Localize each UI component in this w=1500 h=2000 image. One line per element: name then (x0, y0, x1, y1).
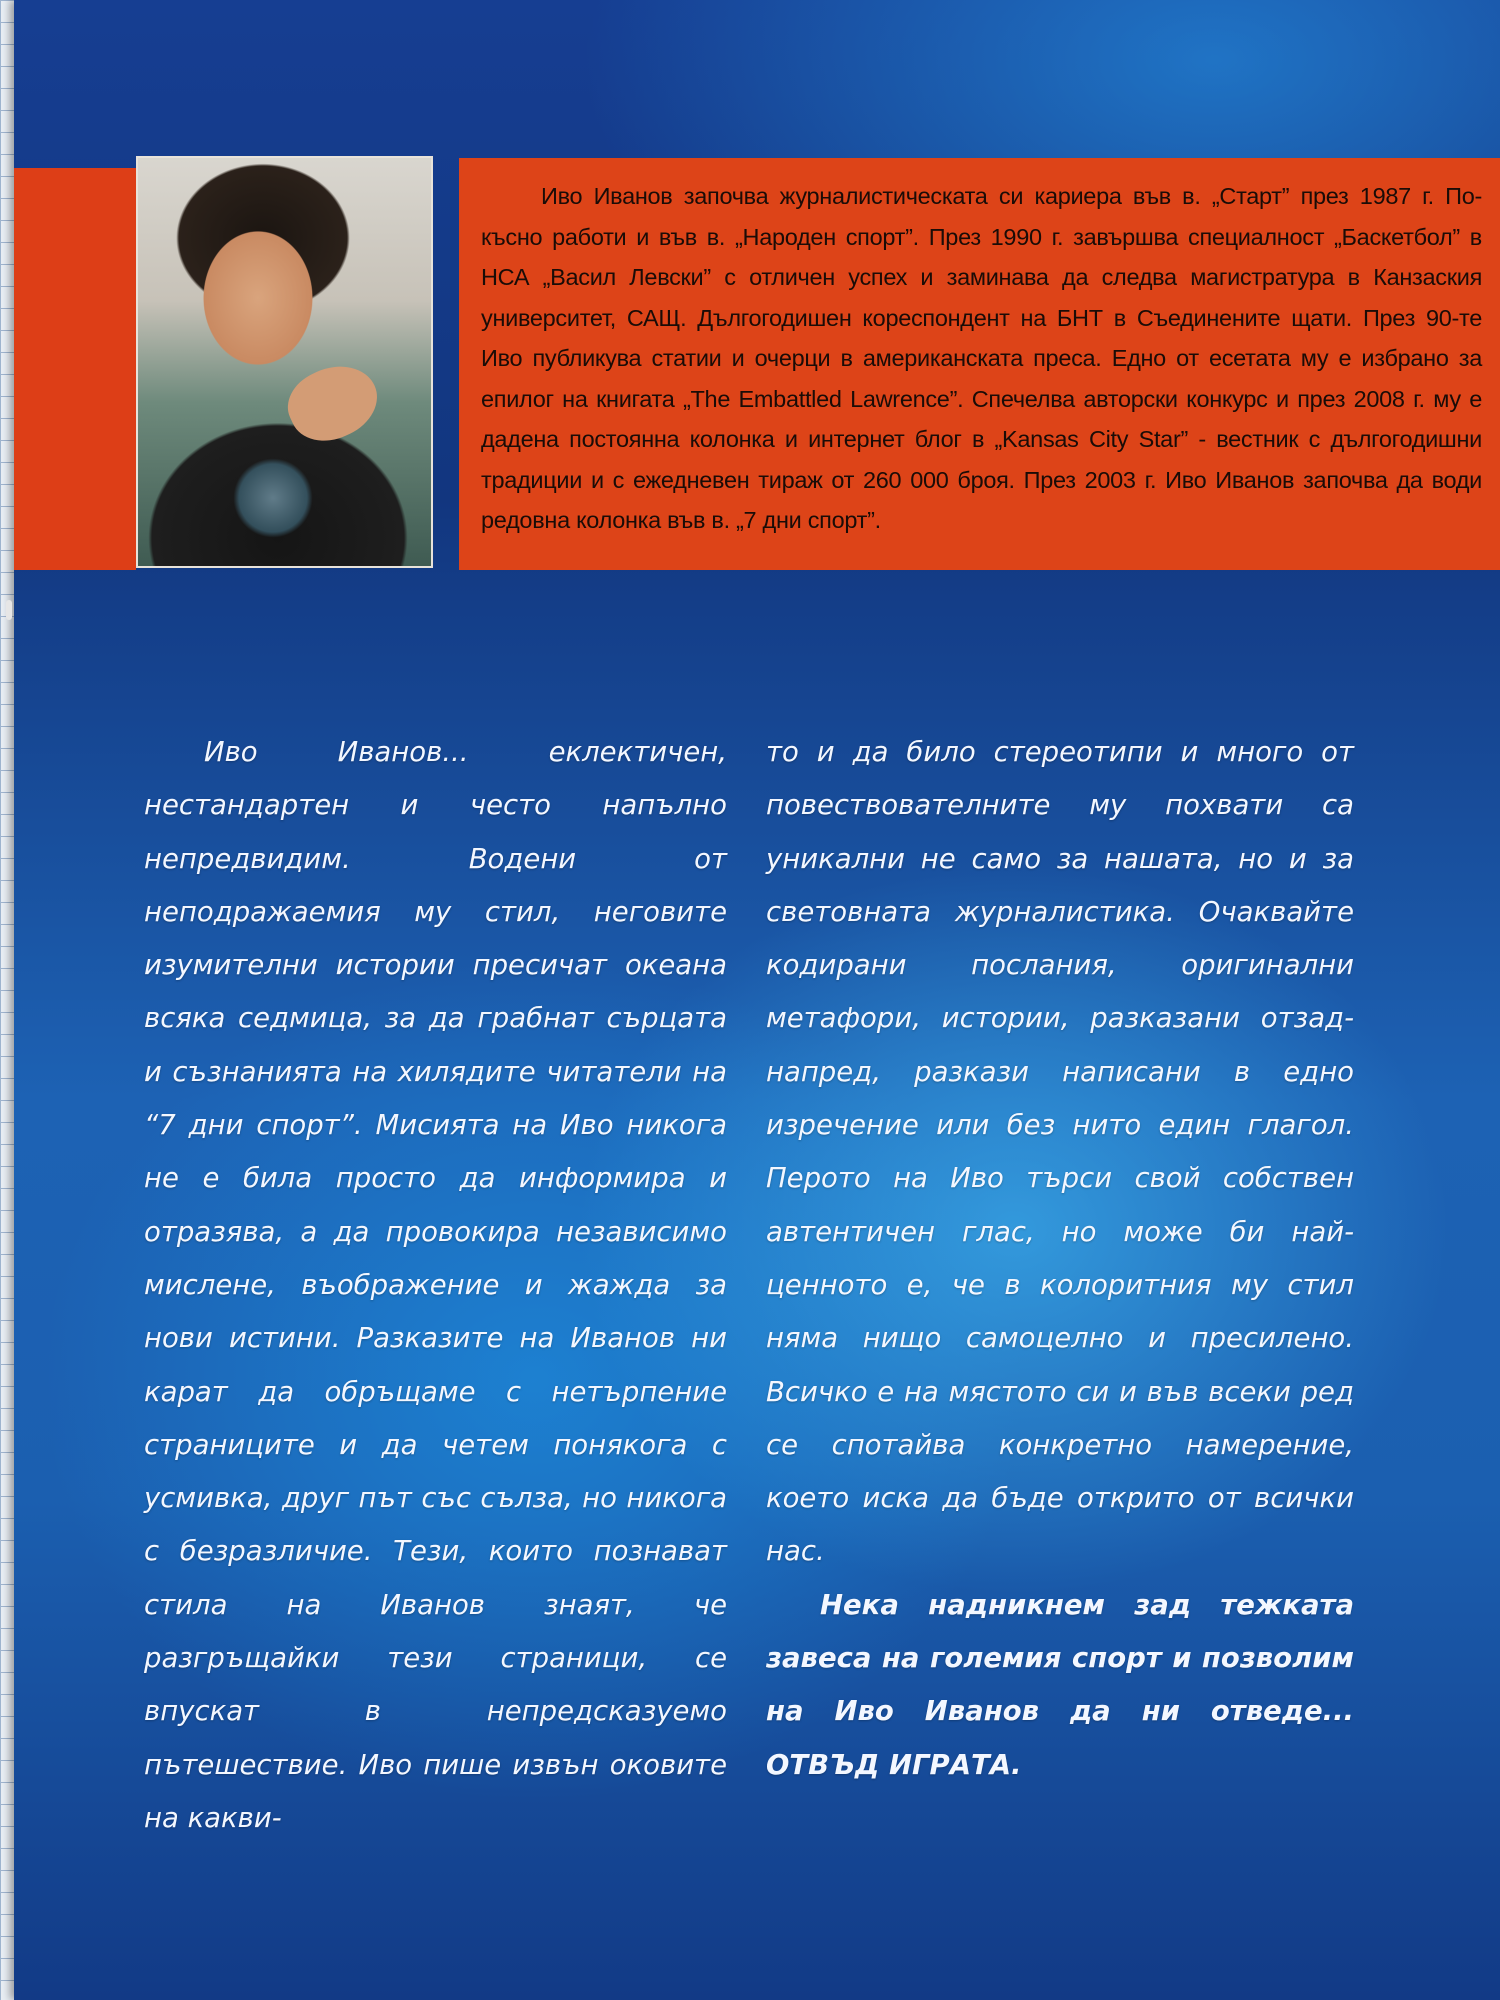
book-back-cover (14, 0, 1500, 2000)
description-left-column (144, 726, 727, 1845)
description-right-text: то и да било стереотипи и много от повествователните му похвати са уникални не само за нашата, но и за световната журналистика. Очаквайте кодирани послания, оригинални метафори, истории, разказани отзад-напред, разкази написани в едно изречение или без нито един глагол. Перото на Иво търси свой собствен автентичен глас, но може би най-ценното е, че в колоритния му стил няма нищо самоцелно и пресилено. Всичко е на мястото си и във всеки ред се спотайва конкретно намерение, което иска да бъде открито от всички нас. (766, 736, 1354, 1568)
author-bio-text: Иво Иванов започва журналистическата си кариера във в. „Старт” през 1987 г. По-късно работи и във в. „Народен спорт”. През 1990 г. завършва специалност „Баскетбол” в НСА „Васил Левски” с отличен успех и заминава да следва магистратура в Канзаския университет, САЩ. Дългогодишен кореспондент на БНТ в Съединените щати. През 90-те Иво публикува статии и очерци в американската преса. Едно от есетата му е избрано за епилог на книгата „The Embattled Lawrence”. Спечелва авторски конкурс и през 2008 г. му е дадена постоянна колонка и интернет блог в „Kansas City Star” - вестник с дългогодишни традиции и с ежедневен тираж от 260 000 броя. През 2003 г. Иво Иванов започва да води редовна колонка във в. „7 дни спорт”. (481, 183, 1482, 533)
author-bio-box (459, 158, 1500, 570)
cover-edge-mark (6, 600, 12, 620)
closing-statement: Нека надникнем зад тежката завеса на големия спорт и позволим на Иво Иванов да ни отведе... ОТВЪД ИГРАТА. (766, 1588, 1354, 1781)
description-right-column (766, 726, 1354, 1792)
red-accent-bar (14, 168, 136, 570)
author-photo (136, 156, 433, 568)
author-photo-hand (277, 352, 388, 453)
author-photo-shirt-print (233, 458, 313, 538)
description-left-text: Иво Иванов... еклектичен, нестандартен и често напълно непредвидим. Водени от неподражаемия му стил, неговите изумителни истории пресичат океана всяка седмица, за да грабнат сърцата и съзнанията на хилядите читатели на “7 дни спорт”. Мисията на Иво никога не е била просто да информира и отразява, а да провокира независимо мислене, въображение и жажда за нови истини. Разказите на Иванов ни карат да обръщаме с нетърпение страниците и да четем понякога с усмивка, друг път със сълза, но никога с безразличие. Тези, които познават стила на Иванов знаят, че разгръщайки тези страници, се впускат в непредсказуемо пътешествие. Иво пише извън оковите на какви- (144, 736, 727, 1834)
